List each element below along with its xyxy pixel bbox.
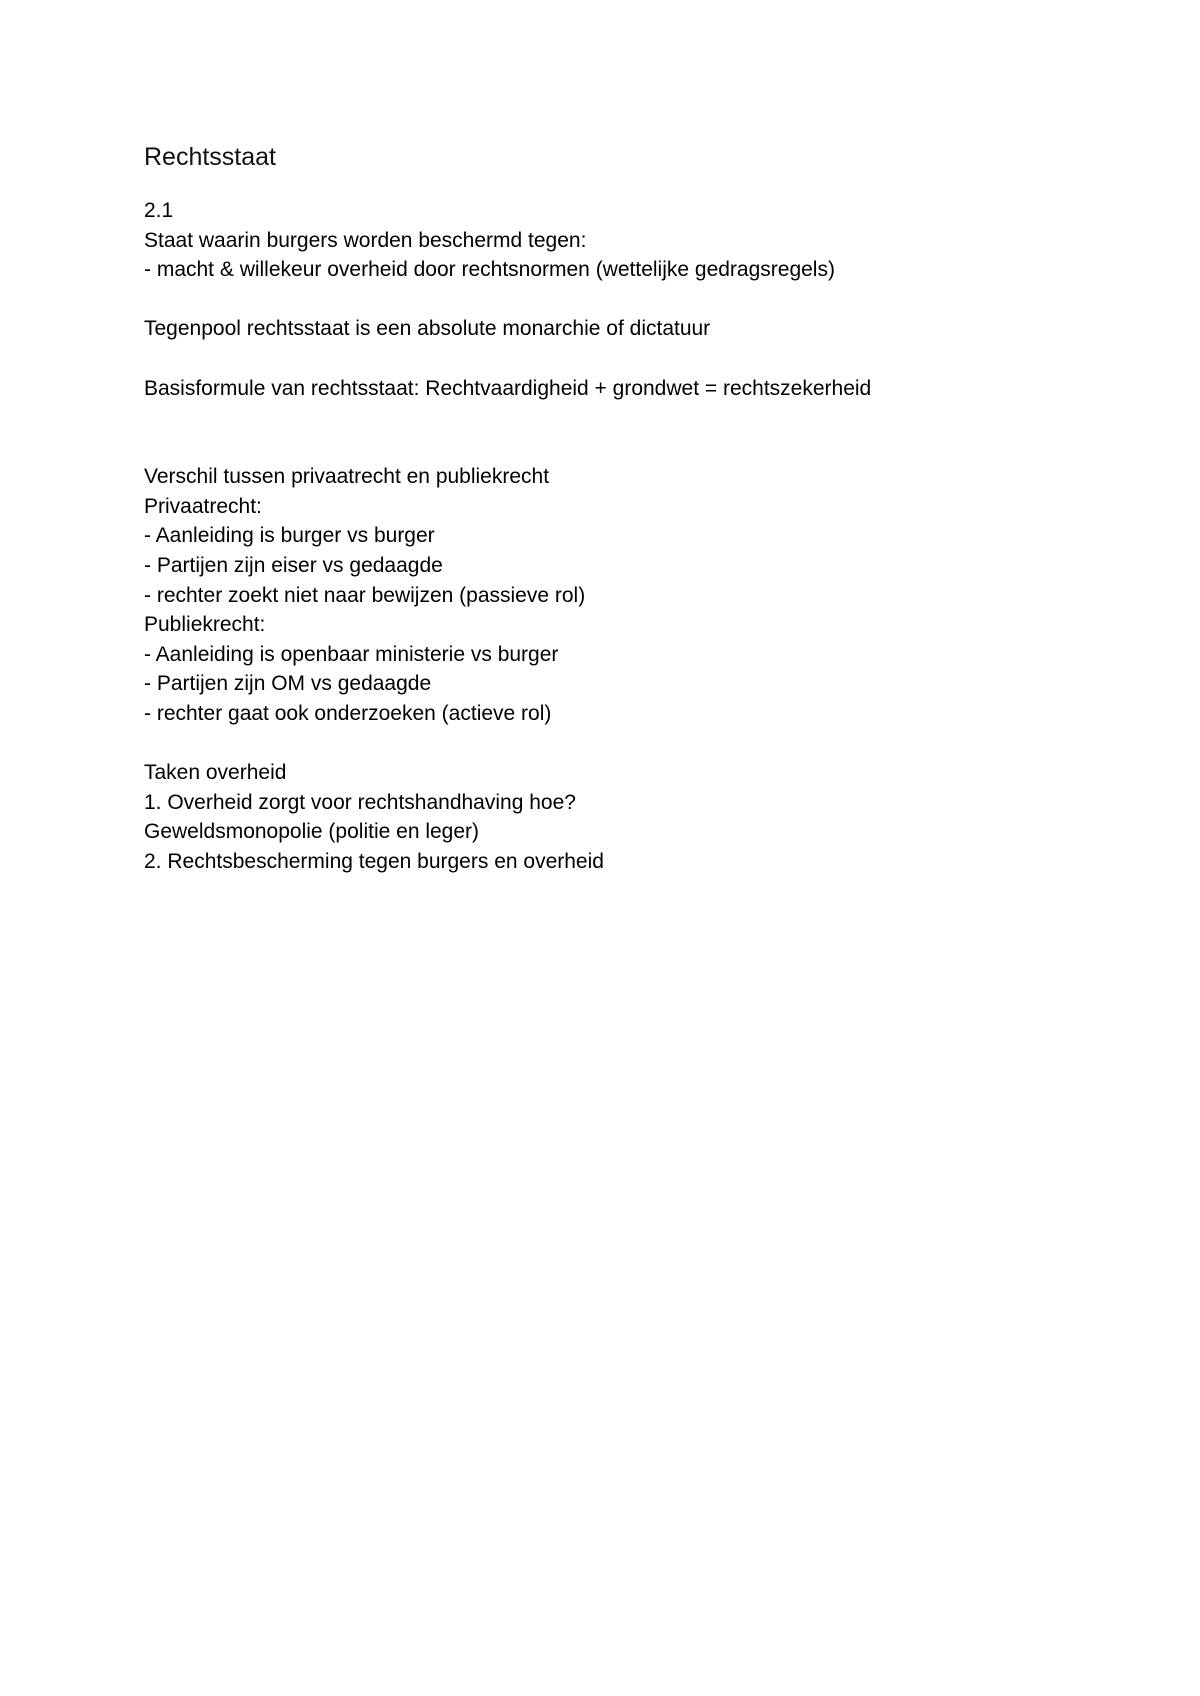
- publiekrecht-item: - Aanleiding is openbaar ministerie vs burger: [144, 642, 559, 666]
- section-number: 2.1: [144, 199, 174, 222]
- document-title: Rechtsstaat: [144, 143, 277, 171]
- section-intro: Staat waarin burgers worden beschermd tegen:: [144, 228, 587, 252]
- privaatrecht-item: - rechter zoekt niet naar bewijzen (passieve rol): [144, 583, 586, 607]
- privaatrecht-item: - Partijen zijn eiser vs gedaagde: [144, 553, 443, 577]
- publiekrecht-item: - Partijen zijn OM vs gedaagde: [144, 672, 432, 696]
- section-bullet: - macht & willekeur overheid door rechtsnormen (wettelijke gedragsregels): [144, 258, 835, 282]
- taken-heading: Taken overheid: [144, 761, 287, 785]
- paragraph-gap: [144, 285, 1064, 315]
- paragraph-gap: [144, 403, 1064, 462]
- verschil-heading: Verschil tussen privaatrecht en publiekrecht: [144, 465, 550, 489]
- tegenpool-text: Tegenpool rechtsstaat is een absolute monarchie of dictatuur: [144, 317, 711, 341]
- privaatrecht-item: - Aanleiding is burger vs burger: [144, 524, 435, 548]
- taken-line: Geweldsmonopolie (politie en leger): [144, 820, 480, 844]
- privaatrecht-label: Privaatrecht:: [144, 494, 262, 518]
- basisformule-text: Basisformule van rechtsstaat: Rechtvaardigheid + grondwet = rechtszekerheid: [144, 376, 872, 400]
- document-body: [144, 140, 1064, 876]
- publiekrecht-label: Publiekrecht:: [144, 613, 266, 637]
- paragraph-gap: [144, 729, 1064, 759]
- taken-line: 1. Overheid zorgt voor rechtshandhaving hoe?: [144, 790, 576, 814]
- paragraph-gap: [144, 344, 1064, 374]
- taken-line: 2. Rechtsbescherming tegen burgers en overheid: [144, 849, 604, 873]
- publiekrecht-item: - rechter gaat ook onderzoeken (actieve rol): [144, 701, 552, 725]
